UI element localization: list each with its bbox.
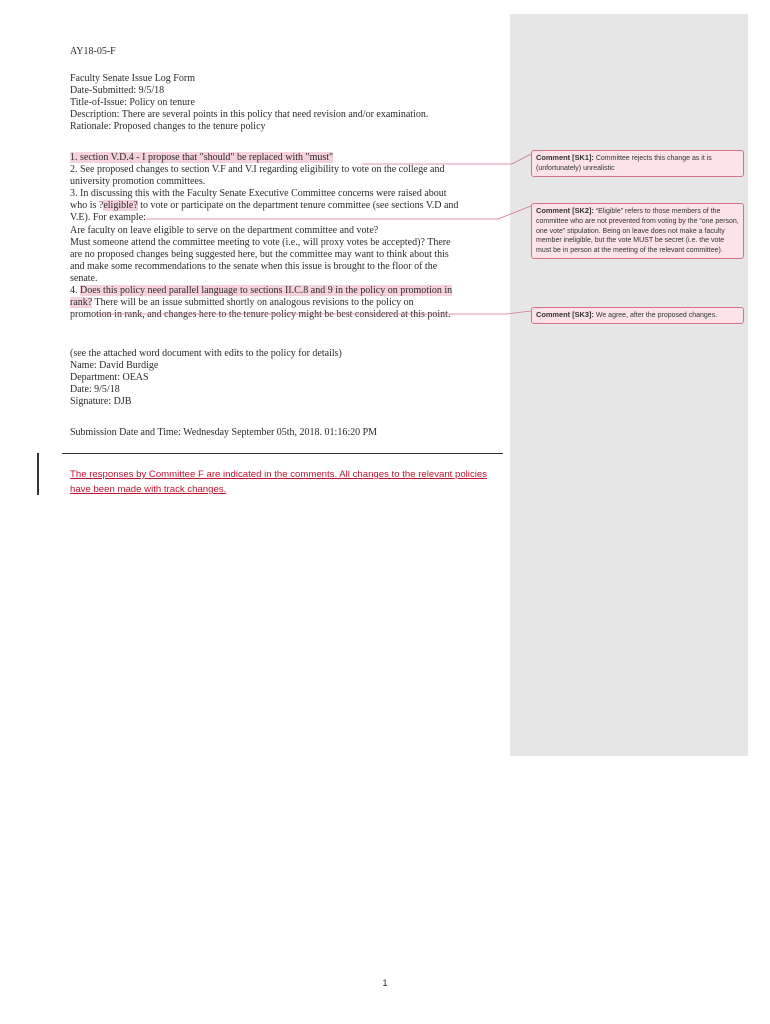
item-3-pre: who is ? [70, 200, 104, 212]
track-change-bar [37, 453, 39, 495]
separator-line [62, 453, 503, 454]
item-4-line-2 [70, 297, 502, 309]
item-3-line-3: V.E). For example: [70, 212, 146, 224]
item-3-line-1: 3. In discussing this with the Faculty Senate Executive Committee concerns were raised about [70, 188, 447, 200]
date-submitted: Date-Submitted: 9/5/18 [70, 85, 165, 97]
item-4-highlight-2[interactable]: rank? [70, 297, 93, 309]
form-title: Faculty Senate Issue Log Form [70, 73, 195, 84]
comment-sk2[interactable] [531, 203, 744, 259]
comment-sk1[interactable] [531, 150, 744, 177]
comment-sk2-tag: Comment [SK2]: [536, 206, 594, 215]
item-3-line-6: are no proposed changes being suggested here, but the committee may want to think about this [70, 248, 449, 260]
submission-time-text: Submission Date and Time: Wednesday September 05th, 2018. 01:16:20 PM [70, 427, 378, 438]
comment-margin-pane [510, 14, 748, 756]
submitter-date: Date: 9/5/18 [70, 384, 120, 396]
item-2-line-2: university promotion committees. [70, 176, 206, 188]
submission-time [70, 427, 502, 439]
item-4-number: 4. [70, 285, 80, 297]
item-2-line-1: 2. See proposed changes to section V.F and V.I regarding eligibility to vote on the college and [70, 164, 445, 176]
item-1 [70, 152, 502, 164]
issue-items [70, 152, 502, 321]
comment-sk3[interactable] [531, 307, 744, 324]
comment-sk3-tag: Comment [SK3]: [536, 310, 594, 319]
rationale: Rationale: Proposed changes to the tenure policy [70, 121, 266, 133]
document-id [70, 46, 502, 58]
committee-response[interactable]: The responses by Committee F are indicated in the comments. All changes to the relevant policies have been made with track changes. [70, 469, 488, 495]
item-3-line-4: Are faculty on leave eligible to serve on the department committee and vote? [70, 224, 379, 236]
description: Description: There are several points in this policy that need revision and/or examination. [70, 109, 429, 121]
submitter-info [70, 348, 502, 408]
item-3-line-2 [70, 200, 502, 212]
item-3-post: to vote or participate on the department tenure committee (see sections V.D and [137, 200, 459, 212]
comment-sk3-text: We agree, after the proposed changes. [593, 312, 718, 319]
item-4-post: There will be an issue submitted shortly on analogous revisions to the policy on [92, 297, 414, 309]
form-header [70, 73, 502, 133]
page-number: 1 [382, 978, 388, 988]
item-1-highlight[interactable]: 1. section V.D.4 - I propose that "should" be replaced with "must" [70, 152, 334, 163]
comment-sk1-text: Committee rejects this change as it is (unfortunately) unrealistic [536, 155, 712, 172]
comment-sk1-tag: Comment [SK1]: [536, 153, 594, 162]
item-3-line-8: senate. [70, 272, 98, 284]
item-4-line-3: promotion in rank, and changes here to the tenure policy might be best considered at this point. [70, 309, 451, 321]
submitter-name: Name: David Burdige [70, 360, 159, 372]
submitter-signature: Signature: DJB [70, 396, 132, 408]
title-of-issue: Title-of-Issue: Policy on tenure [70, 97, 195, 109]
item-4-line-1 [70, 285, 502, 297]
item-4-highlight-1[interactable]: Does this policy need parallel language to sections II.C.8 and 9 in the policy on promotion in [80, 285, 453, 297]
comment-sk2-text: “Eligible” refers to those members of the committee who are not prevented from voting by the “one person, one vote” stipulation. Being on leave does not make a faculty member ineligible, but the vote MUST be secret (i.e. the vote must be in person at the meeting of the relevant committee). [536, 208, 739, 255]
attachment-note: (see the attached word document with edits to the policy for details) [70, 348, 342, 359]
submitter-department: Department: OEAS [70, 372, 149, 384]
item-3-line-5: Must someone attend the committee meeting to vote (i.e., will proxy votes be accepted)? There [70, 236, 451, 248]
doc-id-text: AY18-05-F [70, 46, 116, 57]
item-3-line-7: and make some recommendations to the senate when this issue is brought to the floor of the [70, 260, 438, 272]
item-3-eligible-highlight[interactable]: eligible? [103, 200, 138, 212]
